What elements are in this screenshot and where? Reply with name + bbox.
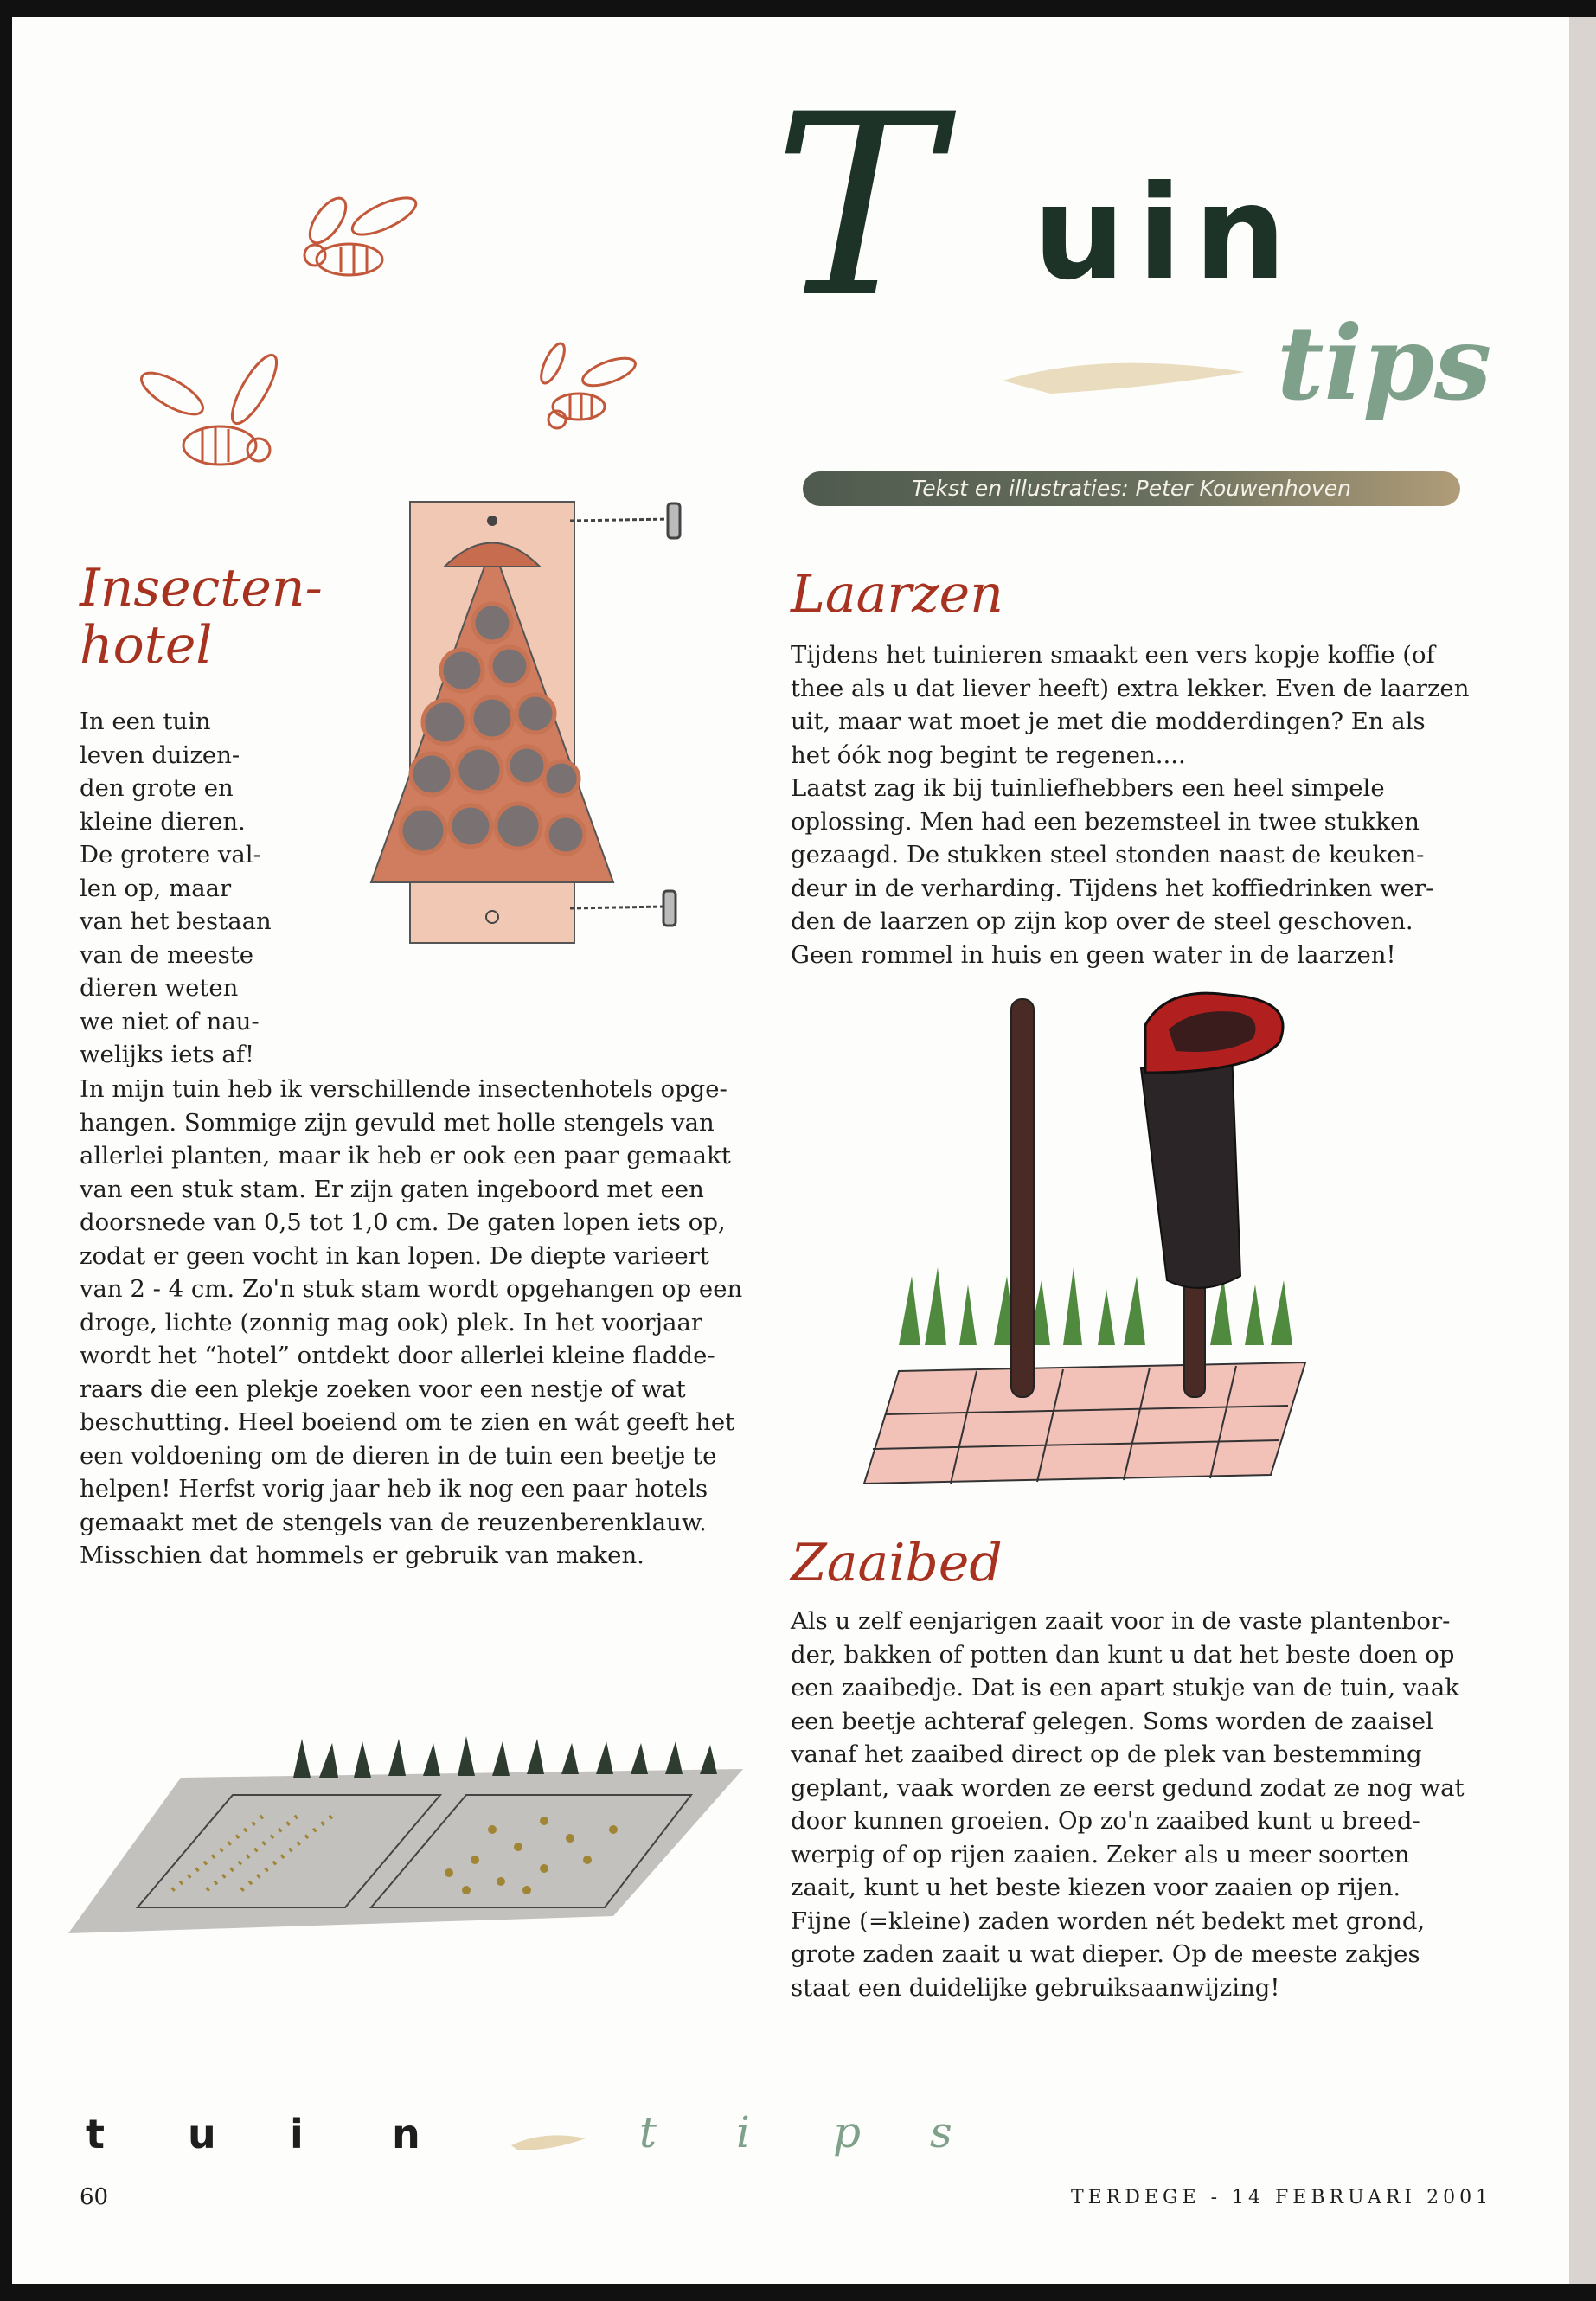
insectenhotel-heading-line1: Insecten- — [80, 558, 323, 619]
bee-illustration — [289, 182, 427, 294]
magazine-page — [12, 17, 1569, 2284]
title-tips: tips — [1277, 303, 1492, 423]
credit-bar: Tekst en illustraties: Peter Kouwenhoven — [803, 471, 1460, 506]
bee-illustration — [531, 337, 644, 441]
footer-tuin — [86, 2111, 494, 2157]
bee-illustration — [133, 346, 298, 484]
publication-info: TERDEGE - 14 FEBRUARI 2001 — [1071, 2187, 1493, 2208]
boot-on-stick-illustration — [847, 990, 1331, 1509]
footer-letter: i — [290, 2111, 304, 2157]
footer-brush-stroke — [510, 2128, 587, 2154]
footer-letter: p — [833, 2107, 862, 2157]
footer-letter: t — [639, 2107, 657, 2157]
footer-letter: n — [392, 2111, 420, 2157]
title-uin: uin — [1033, 158, 1298, 309]
laarzen-body-text: Tijdens het tuinieren smaakt een vers kopje koffie (of thee als u dat liever heeft) extra lekker. Even de laarzen uit, maar wat moet je met die modderdingen? En als het óók nog begint te regenen.... Laatst zag ik bij tuinliefhebbers een heel simpele oplossing. Men had een bezemsteel in twee stukken gezaagd. De stukken steel stonden naast de keuken- deur in de verharding. Tijdens het koffiedrinken wer- den de laarzen op zijn kop over de steel geschoven. Geen rommel in huis en geen water in de laarzen! — [791, 641, 1470, 969]
insectenhotel-intro-text: In een tuin leven duizen- den grote en kleine dieren. De grotere val- len op, maar van het bestaan van de meeste dieren weten we niet of nau- welijks iets af! — [80, 708, 272, 1068]
seedbed-illustration — [60, 1717, 752, 1959]
footer-letter: s — [930, 2107, 952, 2157]
insect-hotel-illustration — [349, 484, 704, 952]
page-edge — [1569, 17, 1596, 2284]
page-number: 60 — [80, 2184, 109, 2210]
title-initial: T — [773, 61, 941, 353]
footer-letter: t — [86, 2111, 105, 2157]
footer-letter: u — [188, 2111, 216, 2157]
footer-tips — [639, 2107, 1027, 2157]
insectenhotel-heading-line2: hotel — [80, 615, 213, 676]
zaaibed-body-text: Als u zelf eenjarigen zaait voor in de vaste plantenbor- der, bakken of potten dan kunt u dat het beste doen op een zaaibedje. Dat is een apart stukje van de tuin, vaak een beetje achteraf gelegen. Soms worden de zaaisel vanaf het zaaibed direct op de plek van bestemming geplant, vaak worden ze eerst gedund zodat ze nog wat door kunnen groeien. Op zo'n zaaibed kunt u breed- werpig of op rijen zaaien. Zeker als u meer soorten zaait, kunt u het beste kiezen voor zaaien op rijen. Fijne (=kleine) zaden worden nét bedekt met grond, grote zaden zaait u wat dieper. Op de meeste zakjes staat een duidelijke gebruiksaanwijzing! — [791, 1607, 1465, 2002]
insectenhotel-body-text: In mijn tuin heb ik verschillende insectenhotels opge- hangen. Sommige zijn gevuld met holle stengels van allerlei planten, maar ik heb er ook een paar gemaakt van een stuk stam. Er zijn gaten ingeboord met een doorsnede van 0,5 tot 1,0 cm. De gaten lopen iets op, zodat er geen vocht in kan lopen. De diepte varieert van 2 - 4 cm. Zo'n stuk stam wordt opgehangen op een droge, lichte (zonnig mag ook) plek. In het voorjaar wordt het “hotel” ontdekt door allerlei kleine fladde- raars die een plekje zoeken voor een nestje of wat beschutting. Heel boeiend om te zien en wát geeft het een voldoening om de dieren in de tuin een beetje te helpen! Herfst vorig jaar heb ik nog een paar hotels gemaakt met de stengels van de reuzenberenklauw. Misschien dat hommels er gebruik van maken. — [80, 1075, 743, 1569]
title-brush-stroke — [998, 346, 1249, 398]
zaaibed-heading: Zaaibed — [791, 1533, 1003, 1593]
laarzen-heading: Laarzen — [791, 564, 1003, 625]
footer-letter: i — [736, 2107, 750, 2157]
